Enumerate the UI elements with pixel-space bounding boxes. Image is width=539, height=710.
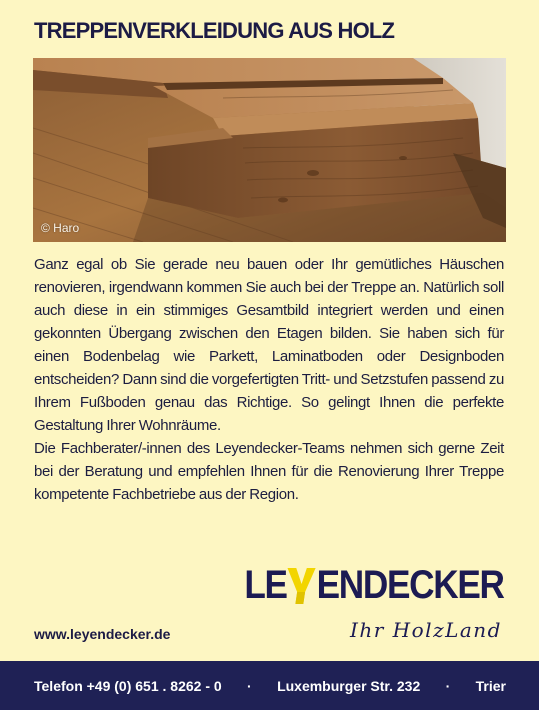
footer-bar [0, 661, 539, 710]
body-paragraph-2: Die Fachberater/-innen des Leyendecker-Teams nehmen sich gerne Zeit bei der Beratung und empfehlen Ihnen für die Renovierung Ihrer Treppe kompetente Fachbetriebe aus der Region. [34, 440, 504, 503]
staircase-photo [33, 58, 506, 242]
footer-separator: · [247, 678, 252, 694]
footer-separator: · [445, 678, 451, 694]
footer-phone: Telefon +49 (0) 651 . 8262 - 0 [34, 678, 222, 694]
footer-contact-line [34, 678, 506, 694]
logo-y-icon [287, 562, 317, 608]
leyendecker-logo [244, 562, 508, 648]
logo-text-end: ENDECKER [317, 563, 504, 607]
website-link[interactable]: www.leyendecker.de [34, 626, 171, 642]
staircase-photo-image [33, 58, 506, 242]
footer-city: Trier [475, 678, 506, 694]
logo-text-start: LE [244, 563, 288, 607]
photo-credit: © Haro [41, 221, 80, 235]
logo-tagline: Ihr HolzLand [349, 618, 502, 642]
footer-street: Luxemburger Str. 232 [277, 678, 421, 694]
page-title: TREPPENVERKLEIDUNG AUS HOLZ [34, 18, 395, 43]
logo-wordmark [245, 562, 504, 608]
body-text [34, 253, 504, 506]
body-paragraph-1: Ganz egal ob Sie gerade neu bauen oder Ihr gemütliches Häuschen renovieren, irgendwann kommen Sie auch bei der Treppe an. Natürlich soll auch diese in ein stimmiges Gesamtbild integriert werden und einen gekonnten Übergang zwischen den Etagen bilden. Sie haben sich für einen Bodenbelag wie Parkett, Laminatboden oder Designboden entscheiden? Dann sind die vorgefertigten Tritt- und Setzstufen passend zu Ihrem Fußboden genau das Richtige. So gelingt Ihnen die perfekte Gestaltung Ihrer Wohnräume. [34, 256, 504, 434]
